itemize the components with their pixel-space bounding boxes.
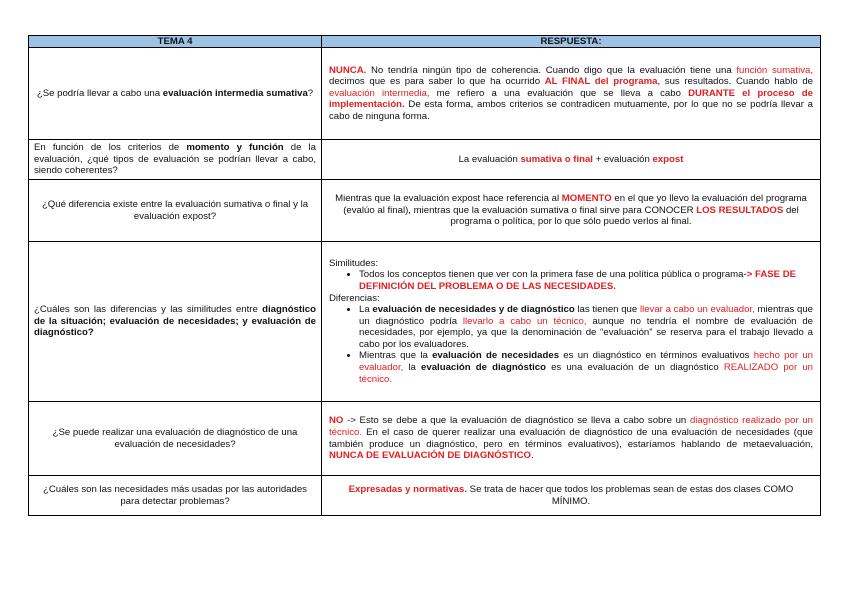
answer-cell: NO -> Esto se debe a que la evaluación de diagnóstico se lleva a cabo sobre un diagnóstico realizado por un técnico. En el caso de querer realizar una evaluación de diagnóstico de una evaluación de necesidades (que también produce un diagnóstico, pero en términos evaluativos), estaríamos hablando de metaevaluación, NUNCA DE EVALUACIÓN DE DIAGNÓSTICO. [322, 402, 821, 476]
question-cell: En función de los criterios de momento y función de la evaluación, ¿qué tipos de evaluación se podrían llevar a cabo, siendo coherentes? [29, 140, 322, 180]
answer-cell: Mientras que la evaluación expost hace referencia al MOMENTO en el que yo llevo la evaluación del programa (evalúo al final), mientras que la evaluación sumativa o final sirve para CONOCER LOS RESULTADOS del programa o política, por lo que sólo puedo verlos al final. [322, 180, 821, 242]
table-row [29, 140, 821, 180]
table-row [29, 402, 821, 476]
list-item: • Mientras que la evaluación de necesidades es un diagnóstico en términos evaluativos hecho por un evaluador, la evaluación de diagnóstico es una evaluación de un diagnóstico REALIZADO por un técnico. [359, 350, 813, 385]
table-row [29, 48, 821, 140]
question-cell: ¿Cuáles son las necesidades más usadas por las autoridades para detectar problemas? [29, 476, 322, 516]
similitudes-list [329, 269, 813, 292]
question-cell: ¿Se podría llevar a cabo una evaluación intermedia sumativa? [29, 48, 322, 140]
table-row [29, 476, 821, 516]
question-cell: ¿Se puede realizar una evaluación de diagnóstico de una evaluación de necesidades? [29, 402, 322, 476]
diferencias-list [329, 304, 813, 385]
list-item: • Todos los conceptos tienen que ver con la primera fase de una política pública o programa-> FASE DE DEFINICIÓN DEL PROBLEMA O DE LAS NECESIDADES. [359, 269, 813, 292]
answer-cell: NUNCA. No tendría ningún tipo de coherencia. Cuando digo que la evaluación tiene una función sumativa, decimos que es para saber lo que ha ocurrido AL FINAL del programa, sus resultados. Cuando hablo de evaluación intermedia, me refiero a una evaluación que se lleva a cabo DURANTE el proceso de implementación. De esta forma, ambos criterios se contradicen mutuamente, por lo que no se podría llevar a cabo de ninguna forma. [322, 48, 821, 140]
answer-cell: La evaluación sumativa o final + evaluación expost [322, 140, 821, 180]
question-cell: ¿Qué diferencia existe entre la evaluación sumativa o final y la evaluación expost? [29, 180, 322, 242]
answer-cell [322, 242, 821, 402]
table-row [29, 180, 821, 242]
header-tema: TEMA 4 [29, 36, 322, 48]
table-row [29, 242, 821, 402]
qa-table [28, 35, 821, 516]
diferencias-label: Diferencias: [329, 292, 380, 304]
header-respuesta: RESPUESTA: [322, 36, 821, 48]
similitudes-label: Similitudes: [329, 257, 379, 269]
question-cell: ¿Cuáles son las diferencias y las similitudes entre diagnóstico de la situación; evaluación de necesidades; y evaluación de diagnóstico? [29, 242, 322, 402]
list-item: • La evaluación de necesidades y de diagnóstico las tienen que llevar a cabo un evaluador, mientras que un diagnóstico podría llevarlo a cabo un técnico, aunque no tendría el nombre de evaluación de necesidades, por ejemplo, ya que la denominación de “evaluación” se reserva para el trabajo llevado a cabo por los evaluadores. [359, 304, 813, 350]
answer-cell: Expresadas y normativas. Se trata de hacer que todos los problemas sean de estas dos clases COMO MÍNIMO. [322, 476, 821, 516]
table-header-row [29, 36, 821, 48]
